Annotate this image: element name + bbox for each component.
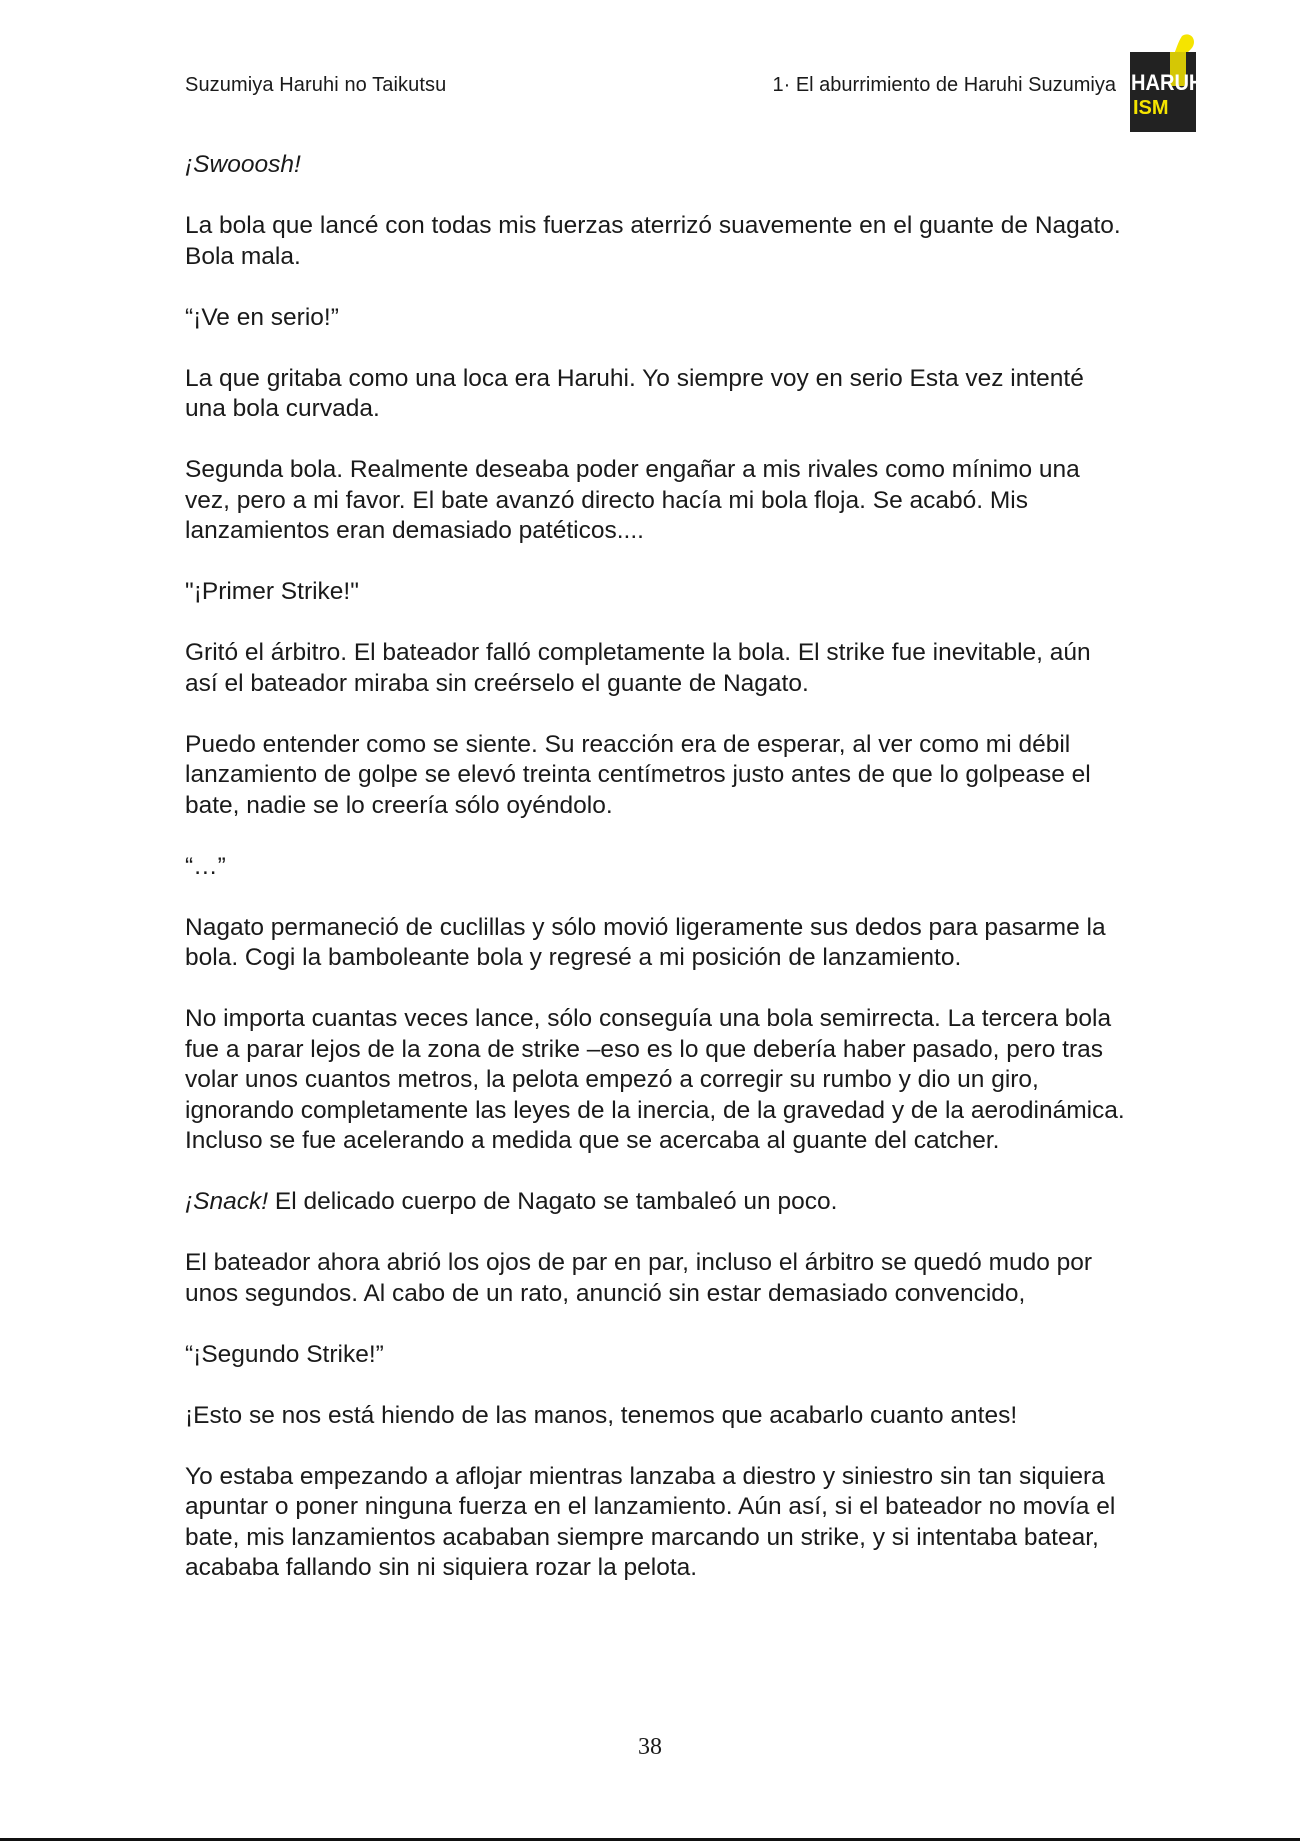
paragraph: No importa cuantas veces lance, sólo conseguía una bola semirrecta. La tercera bola fue a parar lejos de la zona de strike –eso es lo que debería haber pasado, pero tras volar unos cuantos metros, la pelota empezó a corregir su rumbo y dio un giro, ignorando completamente las leyes de la inercia, de la gravedad y de la aerodinámica. Incluso se fue acelerando a medida que se acercaba al guante del catcher. [185,1005,1125,1154]
paragraph: “¡Ve en serio!” [185,303,339,331]
bottom-divider [0,1838,1300,1841]
header-book-title: Suzumiya Haruhi no Taikutsu [185,74,447,96]
paragraph-text: El delicado cuerpo de Nagato se tambaleó un poco. [268,1188,838,1215]
paragraph: “…” [185,852,226,880]
paragraph: “¡Segundo Strike!” [185,1340,384,1368]
header-chapter-title: 1· El aburrimiento de Haruhi Suzumiya [772,74,1116,96]
paragraph: "¡Primer Strike!" [185,578,359,605]
haruhiism-logo [1130,32,1210,132]
paragraph: Puedo entender como se siente. Su reacción era de esperar, al ver como mi débil lanzamiento de golpe se elevó treinta centímetros justo antes de que lo golpease el bate, nadie se lo creería sólo oyéndolo. [185,730,1091,819]
page-number: 38 [638,1734,662,1760]
paragraph: La bola que lancé con todas mis fuerzas aterrizó suavemente en el guante de Nagato. Bola mala. [185,212,1121,270]
sound-effect: ¡Swooosh! [185,151,301,178]
paragraph: La que gritaba como una loca era Haruhi. Yo siempre voy en serio Esta vez intenté una bola curvada. [185,364,1084,422]
page-body [185,150,1125,1614]
paragraph: Gritó el árbitro. El bateador falló completamente la bola. El strike fue inevitable, aún así el bateador miraba sin creérselo el guante de Nagato. [185,639,1091,697]
paragraph: Yo estaba empezando a aflojar mientras lanzaba a diestro y siniestro sin tan siquiera apuntar o poner ninguna fuerza en el lanzamiento. Aún así, si el bateador no movía el bate, mis lanzamientos acababan siempre marcando un strike, y si intentaba batear, acababa fallando sin ni siquiera rozar la pelota. [185,1462,1116,1581]
sound-effect: ¡Snack! [185,1188,269,1215]
paragraph [185,150,1125,181]
logo-graphic [1130,32,1210,132]
paragraph: Segunda bola. Realmente deseaba poder engañar a mis rivales como mínimo una vez, pero a mi favor. El bate avanzó directo hacía mi bola floja. Se acabó. Mis lanzamientos eran demasiado patéticos.... [185,456,1080,544]
paragraph: Nagato permaneció de cuclillas y sólo movió ligeramente sus dedos para pasarme la bola. Cogi la bamboleante bola y regresé a mi posición de lanzamiento. [185,913,1106,971]
logo-text-haruhi: HARUHI [1131,70,1209,95]
paragraph: El bateador ahora abrió los ojos de par en par, incluso el árbitro se quedó mudo por unos segundos. Al cabo de un rato, anunció sin estar demasiado convencido, [185,1249,1093,1307]
paragraph: ¡Esto se nos está hiendo de las manos, tenemos que acabarlo cuanto antes! [185,1401,1018,1429]
logo-text-ism: ISM [1133,97,1169,119]
paragraph [185,1187,1125,1218]
